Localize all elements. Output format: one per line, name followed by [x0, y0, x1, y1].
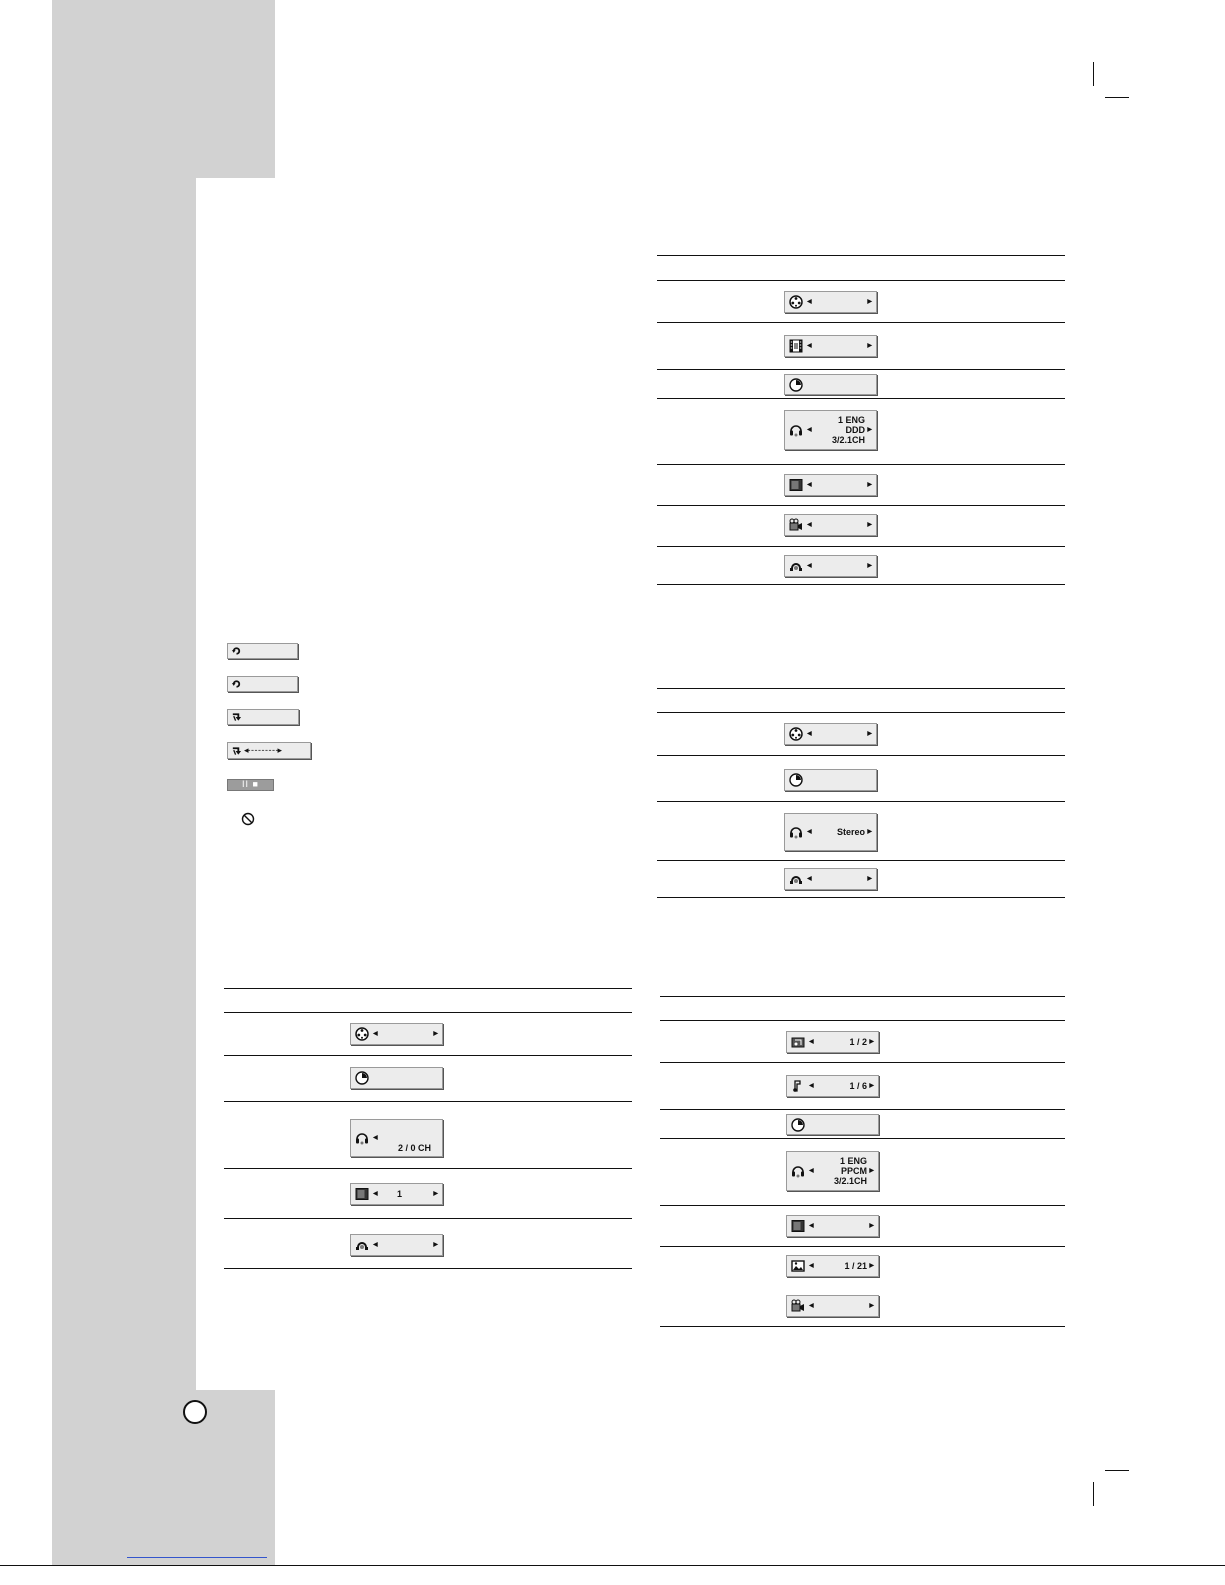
crop-mark [1093, 1482, 1094, 1506]
headphones-audio-icon [789, 423, 803, 437]
title-osd [784, 291, 877, 313]
arrow-left-icon: ◀ [807, 299, 812, 305]
repeat-ab-indicator [227, 742, 311, 759]
table-rule [660, 1062, 1065, 1063]
subtitle-screen-icon [789, 478, 803, 492]
subtitle-osd [786, 1215, 879, 1237]
angle-osd [786, 1295, 879, 1317]
sound-osd [350, 1234, 443, 1256]
repeat-title-indicator [227, 676, 298, 692]
clock-icon [355, 1071, 369, 1085]
arrow-right-icon: ▶ [867, 427, 872, 433]
clock-icon [789, 378, 803, 392]
repeat-chapter-indicator [227, 643, 298, 659]
table-rule [657, 801, 1065, 802]
audio-info [834, 1156, 867, 1186]
table-rule [224, 1168, 632, 1169]
table-rule [657, 546, 1065, 547]
arrow-right-icon: ▶ [867, 563, 872, 569]
arrow-right-icon: ▶ [869, 1263, 874, 1269]
arrow-left-icon: ◀ [807, 522, 812, 528]
repeat-icon [231, 646, 242, 657]
audio-channels: 3/2.1CH [831, 435, 865, 445]
picture-value: 1 / 21 [844, 1261, 867, 1271]
table-rule [657, 369, 1065, 370]
arrow-right-icon: ▶ [869, 1223, 874, 1229]
arrow-left-icon: ◀ [807, 563, 812, 569]
arrow-right-icon: ▶ [433, 1242, 438, 1248]
audio-mode-value: Stereo [836, 827, 865, 837]
audio-format: DDD [845, 425, 865, 435]
prohibited-icon [241, 812, 255, 826]
table-rule [224, 1218, 632, 1219]
table-rule [224, 988, 632, 989]
vr-osd-table [660, 996, 1065, 1329]
table-rule [657, 897, 1065, 898]
audio-osd [350, 1119, 443, 1157]
table-rule [660, 1205, 1065, 1206]
picture-icon [791, 1259, 805, 1273]
subtitle-value: 1 [396, 1189, 402, 1199]
picture-osd [786, 1255, 879, 1277]
arrow-right-icon: ▶ [867, 299, 872, 305]
arrow-left-icon: ◀ [809, 1083, 814, 1089]
clock-icon [789, 773, 803, 787]
table-rule [657, 280, 1065, 281]
audio-channels: 3/2.1CH [833, 1176, 867, 1186]
sound-icon [355, 1238, 369, 1252]
time-osd [350, 1067, 443, 1089]
chapter-value: 1 / 6 [849, 1081, 867, 1091]
crop-mark [1105, 97, 1129, 98]
table-rule [224, 1012, 632, 1013]
page-number-circle [183, 1400, 207, 1424]
sound-icon [789, 559, 803, 573]
chapter-icon [791, 1079, 805, 1093]
gray-margin-top [52, 0, 275, 178]
arrow-right-icon: ▶ [869, 1083, 874, 1089]
table-rule [660, 1109, 1065, 1110]
table-rule [657, 398, 1065, 399]
audio-info [832, 415, 865, 445]
audio-language: 1 ENG [837, 415, 865, 425]
arrow-right-icon: ▶ [433, 1191, 438, 1197]
repeat-ab-icon [231, 745, 242, 756]
sound-icon [789, 872, 803, 886]
table-rule [660, 1138, 1065, 1139]
track-osd [350, 1023, 443, 1045]
gray-margin-bottom [52, 1390, 275, 1565]
subtitle-screen-icon [791, 1219, 805, 1233]
table-rule [657, 505, 1065, 506]
table-rule [657, 755, 1065, 756]
arrow-right-icon: ▶ [869, 1039, 874, 1045]
arrow-right-icon: ▶ [867, 343, 872, 349]
subtitle-screen-icon [355, 1187, 369, 1201]
table-rule [224, 1101, 632, 1102]
bottom-rule [0, 1565, 1225, 1566]
table-rule [657, 464, 1065, 465]
table-rule [660, 1326, 1065, 1327]
arrow-right-icon: ▶ [869, 1168, 874, 1174]
table-rule [660, 1020, 1065, 1021]
track-osd [784, 723, 877, 745]
arrow-left-icon: ◀ [809, 1303, 814, 1309]
disc-title-icon [355, 1027, 369, 1041]
arrow-left-icon: ◀ [373, 1031, 378, 1037]
headphones-audio-icon [789, 825, 803, 839]
gray-margin-side [52, 178, 196, 1390]
repeat-ab-icon [231, 712, 242, 723]
pause-stop-label: II ■ [242, 779, 259, 789]
table-rule [657, 322, 1065, 323]
dvd-osd-table [657, 255, 1065, 585]
vcd-osd-table [657, 688, 1065, 900]
sound-osd [784, 868, 877, 890]
table-rule [660, 1246, 1065, 1247]
time-osd [784, 769, 877, 791]
headphones-audio-icon [791, 1164, 805, 1178]
camera-angle-icon [789, 518, 803, 532]
program-value: 1 / 2 [849, 1037, 867, 1047]
sound-osd [784, 555, 877, 577]
table-rule [657, 860, 1065, 861]
program-osd [786, 1031, 879, 1053]
arrow-left-icon: ◀ [807, 731, 812, 737]
table-rule [224, 1055, 632, 1056]
film-chapter-icon [789, 339, 803, 353]
arrow-right-icon: ▶ [867, 876, 872, 882]
audio-channels: 2 / 0 CH [397, 1143, 431, 1153]
crop-mark [1093, 62, 1094, 86]
chapter-osd [786, 1075, 879, 1097]
table-rule [660, 996, 1065, 997]
arrow-left-icon: ◀ [807, 343, 812, 349]
arrow-left-icon: ◀ [373, 1242, 378, 1248]
subtitle-osd [350, 1183, 443, 1205]
repeat-ab-range-bar: ◂- - - - - - - - -▸ [244, 745, 282, 755]
program-icon [791, 1035, 805, 1049]
arrow-left-icon: ◀ [807, 876, 812, 882]
headphones-audio-icon [355, 1131, 369, 1145]
table-rule [224, 1268, 632, 1269]
arrow-left-icon: ◀ [809, 1168, 814, 1174]
disc-title-icon [789, 295, 803, 309]
arrow-right-icon: ▶ [867, 522, 872, 528]
arrow-left-icon: ◀ [809, 1223, 814, 1229]
table-rule [657, 255, 1065, 256]
clock-icon [791, 1118, 805, 1132]
arrow-left-icon: ◀ [807, 829, 812, 835]
arrow-right-icon: ▶ [433, 1031, 438, 1037]
arrow-left-icon: ◀ [807, 427, 812, 433]
bottom-link-underline [127, 1557, 267, 1558]
arrow-left-icon: ◀ [809, 1039, 814, 1045]
angle-osd [784, 514, 877, 536]
audio-osd [784, 813, 877, 851]
audio-language: 1 ENG [839, 1156, 867, 1166]
audio-format: PPCM [840, 1166, 867, 1176]
pause-stop-indicator [227, 779, 274, 791]
repeat-icon [231, 679, 242, 690]
arrow-right-icon: ▶ [867, 829, 872, 835]
camera-angle-icon [791, 1299, 805, 1313]
repeat-a-indicator [227, 709, 299, 725]
arrow-right-icon: ▶ [867, 731, 872, 737]
crop-mark [1105, 1470, 1129, 1471]
table-rule [657, 584, 1065, 585]
arrow-left-icon: ◀ [807, 482, 812, 488]
arrow-left-icon: ◀ [809, 1263, 814, 1269]
arrow-right-icon: ▶ [869, 1303, 874, 1309]
disc-track-icon [789, 727, 803, 741]
time-osd [784, 374, 877, 395]
table-rule [657, 688, 1065, 689]
chapter-osd [784, 335, 877, 357]
time-osd [786, 1114, 879, 1135]
audio-osd [786, 1151, 879, 1191]
audio-info [398, 1143, 431, 1153]
table-rule [657, 712, 1065, 713]
audio-osd [784, 410, 877, 450]
arrow-right-icon: ▶ [867, 482, 872, 488]
arrow-left-icon: ◀ [373, 1135, 378, 1141]
arrow-left-icon: ◀ [373, 1191, 378, 1197]
left-osd-table [224, 988, 632, 1271]
subtitle-osd [784, 474, 877, 496]
